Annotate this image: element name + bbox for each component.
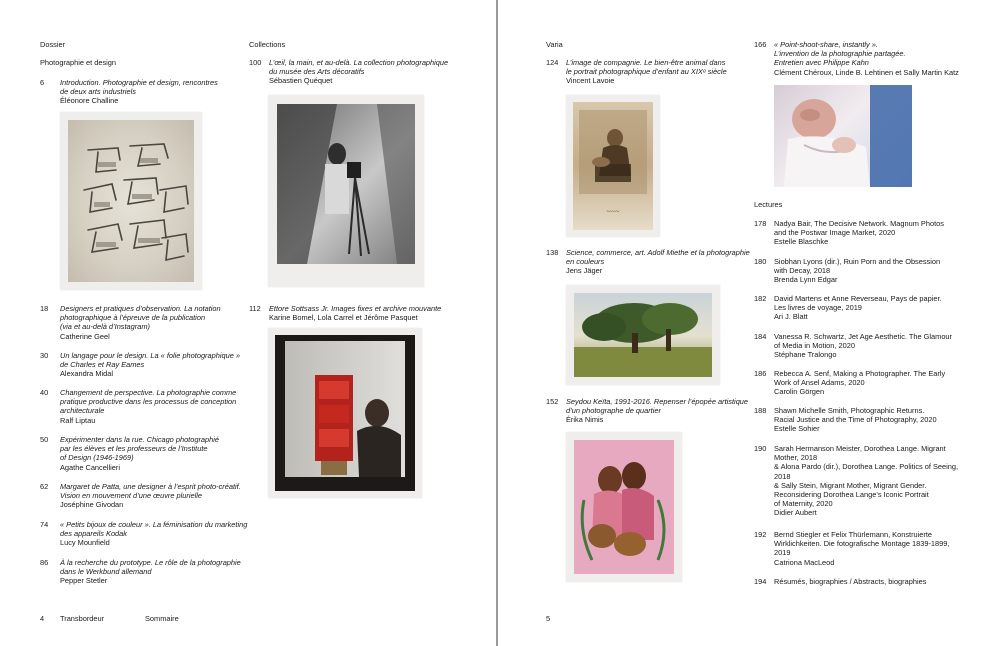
entry-title: Designers et pratiques d’observation. La notation [60,304,221,313]
entry-title: photographique à l’épreuve de la publication [60,313,206,323]
review-reference: 2018 [774,471,791,481]
review-reference: David Martens et Anne Reverseau, Pays de papier. [774,294,942,303]
entry-author: Ralf Liptau [60,415,96,425]
entry-title: « Point-shoot-share, instantly ». [774,40,878,49]
footer-page-number: 4 [40,614,45,623]
tree-photo [574,293,712,377]
entry-title: de Charles et Ray Eames [60,360,145,370]
entry-title: L’image de compagnie. Le bien-être animal dans [566,58,726,67]
footer-section: Sommaire [145,614,179,623]
page-number: 74 [40,520,49,529]
reviewer: Estelle Sohier [774,424,820,434]
review-reference: of Media in Motion, 2020 [774,341,855,351]
review-reference: Rebecca A. Senf, Making a Photographer. The Early [774,369,946,378]
page-number: 18 [40,304,49,313]
entry-title: du musée des Arts décoratifs [269,67,365,77]
review-reference: Bernd Stiegler et Felix Thürlemann, Konstruierte [774,530,933,539]
page-number: 6 [40,78,45,87]
entry-title: Introduction. Photographie et design, rencontres [60,78,218,87]
entry-title: en couleurs [566,257,605,267]
review-reference: Shawn Michelle Smith, Photographic Returns. [774,406,925,415]
page-number: 192 [754,530,767,539]
page-number: 180 [754,257,767,266]
entry-title: Science, commerce, art. Adolf Miethe et la photographie [566,248,750,257]
camera-photo [277,104,415,264]
entry-title: des appareils Kodak [60,529,127,539]
page-number: 182 [754,294,767,303]
tubular-chairs-image [68,120,194,282]
entry-author: Érika Nimis [566,415,604,425]
review-reference: Sarah Hermanson Meister, Dorothea Lange. Migrant [774,444,946,453]
newborn-image [774,85,912,187]
entry-author: Joséphine Givodan [60,500,124,510]
entry-author: Alexandra Midal [60,369,113,379]
entry-title: d’un photographe de quartier [566,406,661,416]
entry-title: Résumés, biographies / Abstracts, biographies [774,577,927,586]
page-number: 124 [546,58,559,67]
red-sculpture-image [275,335,415,491]
entry-title: Vision en mouvement d’une œuvre plurielle [60,491,203,501]
review-reference: and the Postwar Image Market, 2020 [774,228,896,238]
page-number: 62 [40,482,49,491]
entry-title: Ettore Sottsass Jr. Images fixes et archive mouvante [269,304,442,313]
entry-title: pratique productive dans les processus de conception [60,397,237,407]
entry-author: Sébastien Quéquet [269,76,333,86]
page-number: 40 [40,388,49,397]
entry-author: Éléonore Challine [60,96,119,106]
page-number: 184 [754,332,767,341]
entry-title: le portrait photographique d’enfant au XIXᵉ siècle [566,67,727,77]
page-number: 194 [754,577,767,586]
page-number: 190 [754,444,767,453]
keita-photo-frame [566,432,682,582]
entry-author: Agathe Cancellieri [60,462,120,472]
entry-title: Expérimenter dans la rue. Chicago photographié [60,435,219,444]
review-reference: of Maternity, 2020 [774,499,833,509]
reviewer: Estelle Blaschke [774,237,829,247]
entry-author: Lucy Mounfield [60,538,110,548]
entry-title: par les élèves et les professeurs de l’Institute [60,444,208,454]
two-figures-image [574,440,674,574]
entry-author: Vincent Lavoie [566,76,615,86]
page-number: 100 [249,58,262,67]
page-number: 86 [40,558,49,567]
baby-photo [774,85,912,187]
page-number: 112 [249,304,261,313]
section-header-dossier: Dossier [40,40,66,49]
section-header-collections: Collections [249,40,286,49]
photographer-image [277,104,415,264]
review-reference: Racial Justice and the Time of Photography, 2020 [774,415,937,425]
entry-title: Margaret de Patta, une designer à l’esprit photo-créatif. [60,482,241,491]
entry-title: of Design (1946-1969) [60,453,134,463]
tree-photo-frame [566,285,720,385]
review-reference: Reconsidering Dorothea Lange’s Iconic Portrait [774,490,929,500]
page-number: 188 [754,406,767,415]
entry-author: Pepper Stetler [60,576,108,586]
child-photo-frame [566,95,660,237]
review-reference: Wirklichkeiten. Die fotografische Montage 1839-1899, [774,539,950,549]
review-reference: Les livres de voyage, 2019 [774,303,862,313]
section-header-lectures: Lectures [754,200,783,209]
page-number: 186 [754,369,767,378]
page-number: 152 [546,397,559,406]
reviewer: Catriona MacLeod [774,557,835,567]
entry-title: À la recherche du prototype. Le rôle de la photographie [60,558,241,567]
signature-mark: ~~~ [606,207,620,216]
entry-title: dans le Werkbund allemand [60,567,152,577]
entry-title: architecturale [60,406,105,416]
entry-title: de deux arts industriels [60,87,136,97]
reviewer: Didier Aubert [774,508,817,518]
entry-author: Catherine Geel [60,331,110,341]
child-portrait-image [573,102,653,230]
review-reference: 2019 [774,548,791,558]
right-page [498,0,992,646]
entry-title: L’œil, la main, et au-delà. La collection photographique [269,58,449,67]
chairs-photo [68,120,194,282]
reviewer: Ari J. Blatt [774,312,808,322]
review-reference: Vanessa R. Schwartz, Jet Age Aesthetic. The Glamour [774,332,953,341]
chairs-photo-frame [60,112,202,290]
review-reference: Nadya Bair, The Decisive Network. Magnum Photos [774,219,944,228]
sottsass-photo-frame [268,328,422,498]
footer-journal: Transbordeur [60,614,105,623]
review-reference: with Decay, 2018 [774,266,831,276]
sottsass-photo [275,335,415,491]
review-reference: Mother, 2018 [774,453,818,463]
section-subheader: Photographie et design [40,58,117,67]
page-number: 138 [546,248,559,257]
reviewer: Stéphane Tralongo [774,350,837,360]
page-number: 178 [754,219,767,228]
review-reference: Work of Ansel Adams, 2020 [774,378,865,388]
entry-title: L’invention de la photographie partagée. [774,49,906,59]
entry-title: (via et au-delà d’Instagram) [60,322,150,332]
entry-title: Changement de perspective. La photographie comme [60,388,237,397]
entry-title: Un langage pour le design. La « folie photographique » [60,351,240,360]
section-header-varia: Varia [546,40,563,49]
review-reference: & Sally Stein, Migrant Mother, Migrant Gender. [774,480,927,490]
reviewer: Carolin Görgen [774,387,825,397]
entry-title: « Petits bijoux de couleur ». La féminisation du marketing [60,520,248,529]
entry-author: Jens Jäger [566,266,603,276]
landscape-tree-image [574,293,712,377]
page-number: 50 [40,435,49,444]
keita-photo [574,440,674,574]
review-reference: & Alona Pardo (dir.), Dorothea Lange. Politics of Seeing, [774,462,959,472]
page-number: 30 [40,351,49,360]
entry-title: Seydou Keïta, 1991-2016. Repenser l’épopée artistique [566,397,749,406]
entry-author: Clément Chéroux, Linde B. Lehtinen et Sally Martin Katz [774,67,959,77]
page-number: 166 [754,40,767,49]
camera-photo-frame [268,95,424,287]
reviewer: Brenda Lynn Edgar [774,275,838,285]
footer-page-number: 5 [546,614,551,623]
review-reference: Siobhan Lyons (dir.), Ruin Porn and the Obsession [774,257,941,266]
entry-title: Entretien avec Philippe Kahn [774,58,869,68]
child-photo [573,102,653,230]
entry-author: Karine Bomel, Lola Carrel et Jérôme Pasquet [269,313,418,323]
